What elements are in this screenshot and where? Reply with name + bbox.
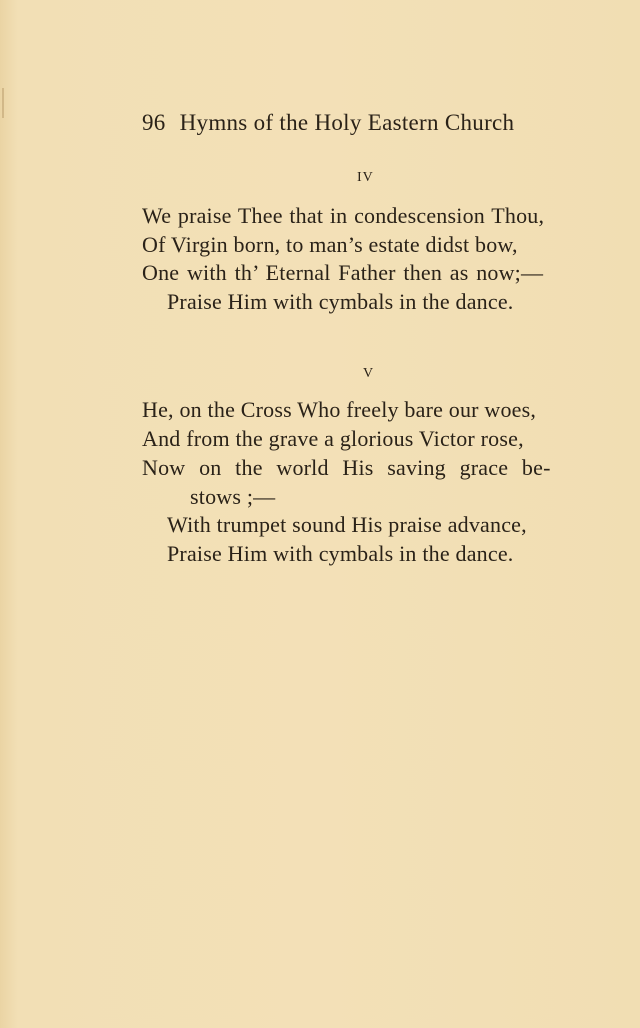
stanza-v-line-4: stows ;—: [190, 484, 276, 509]
stanza-iv-line-3: One with th’ Eternal Father then as now;—: [142, 260, 544, 285]
stanza-v-line-1: He, on the Cross Who freely bare our woes,: [142, 397, 537, 422]
book-title: Hymns of the Holy Eastern Church: [179, 110, 515, 135]
stanza-v-line-5: With trumpet sound His praise advance,: [167, 512, 527, 537]
running-header: [142, 110, 514, 136]
stanza-iv-line-2: Of Virgin born, to man’s estate didst bow,: [142, 232, 518, 257]
page-edge-mark: [2, 88, 4, 118]
stanza-v-line-3: Now on the world His saving grace be-: [142, 455, 551, 480]
stanza-iv-line-4: Praise Him with cymbals in the dance.: [167, 289, 514, 314]
stanza-v-line-2: And from the grave a glorious Victor rose,: [142, 426, 524, 451]
page-number: 96: [142, 110, 166, 135]
stanza-v-line-6: Praise Him with cymbals in the dance.: [167, 541, 514, 566]
stanza-numeral-iv: IV: [357, 170, 374, 185]
stanza-iv-line-1: We praise Thee that in condescension Thou,: [142, 203, 545, 228]
stanza-numeral-v: V: [363, 366, 375, 381]
